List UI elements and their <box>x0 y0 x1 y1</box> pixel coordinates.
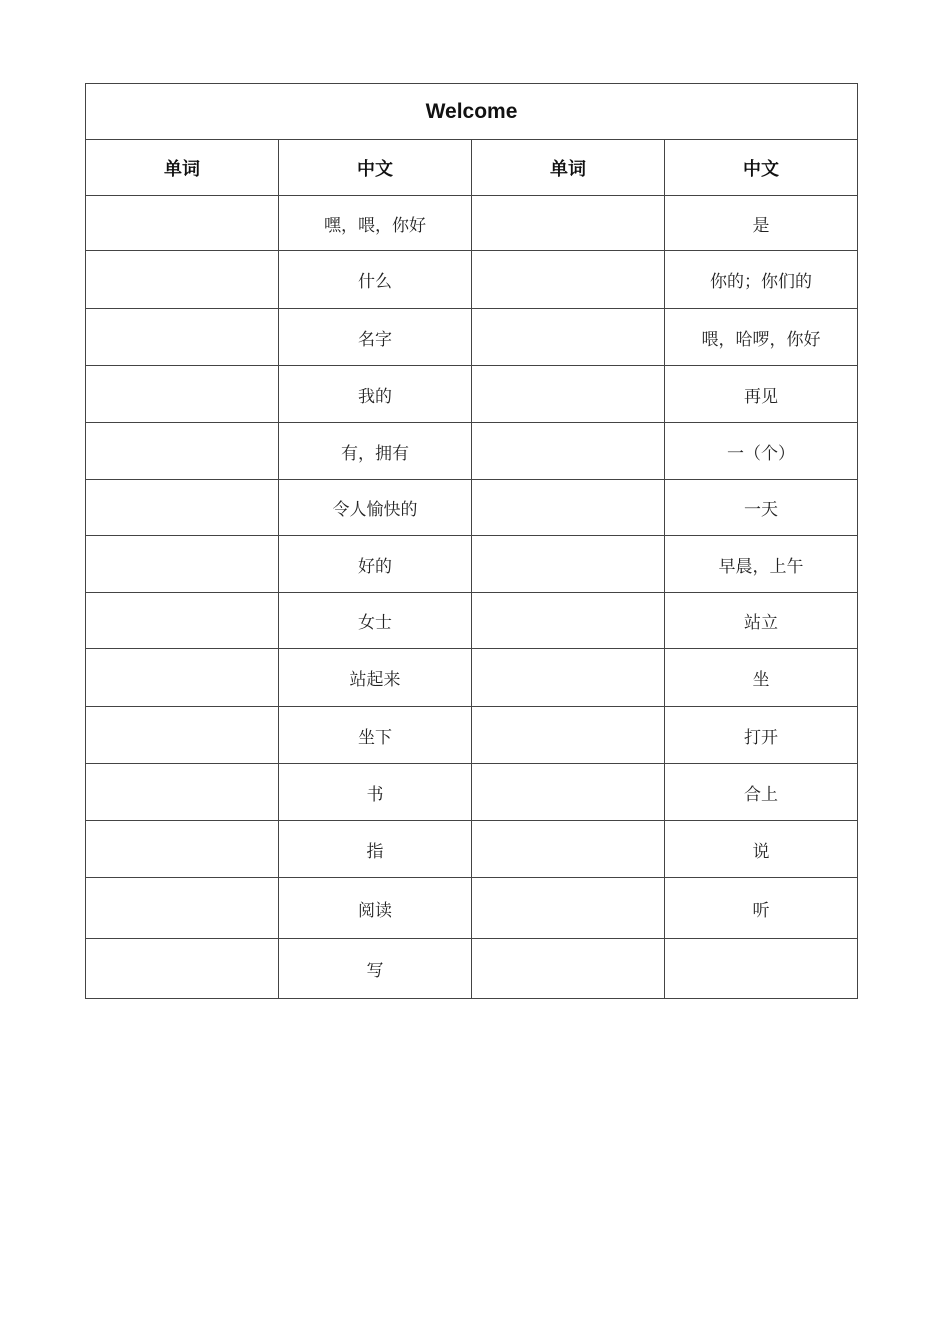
chinese-meaning-right: 再见 <box>665 366 858 423</box>
table-row <box>86 821 858 878</box>
chinese-meaning-right: 你的；你们的 <box>665 251 858 309</box>
word-blank-right[interactable] <box>472 878 665 939</box>
word-blank-right[interactable] <box>472 593 665 649</box>
chinese-meaning-right: 打开 <box>665 707 858 764</box>
word-blank-left[interactable] <box>86 764 279 821</box>
table-row <box>86 251 858 309</box>
table-title: Welcome <box>86 84 858 140</box>
header-word-right: 单词 <box>472 140 665 196</box>
table-row <box>86 649 858 707</box>
chinese-meaning-left: 书 <box>279 764 472 821</box>
chinese-meaning-right: 喂，哈啰，你好 <box>665 309 858 366</box>
word-blank-right[interactable] <box>472 423 665 480</box>
chinese-meaning-right: 一（个） <box>665 423 858 480</box>
table-row <box>86 593 858 649</box>
chinese-meaning-left: 坐下 <box>279 707 472 764</box>
word-blank-right[interactable] <box>472 764 665 821</box>
word-blank-left[interactable] <box>86 196 279 251</box>
chinese-meaning-left: 嘿，喂，你好 <box>279 196 472 251</box>
word-blank-right[interactable] <box>472 309 665 366</box>
word-blank-right[interactable] <box>472 939 665 999</box>
word-blank-left[interactable] <box>86 251 279 309</box>
word-blank-right[interactable] <box>472 536 665 593</box>
chinese-meaning-right: 坐 <box>665 649 858 707</box>
word-blank-right[interactable] <box>472 480 665 536</box>
table-row <box>86 878 858 939</box>
chinese-meaning-right: 是 <box>665 196 858 251</box>
chinese-meaning-right: 说 <box>665 821 858 878</box>
header-row <box>86 140 858 196</box>
chinese-meaning-right: 听 <box>665 878 858 939</box>
chinese-meaning-right <box>665 939 858 999</box>
word-blank-right[interactable] <box>472 707 665 764</box>
header-chinese-right: 中文 <box>665 140 858 196</box>
table-row <box>86 707 858 764</box>
table-row <box>86 196 858 251</box>
word-blank-left[interactable] <box>86 649 279 707</box>
chinese-meaning-left: 令人愉快的 <box>279 480 472 536</box>
word-blank-right[interactable] <box>472 821 665 878</box>
header-chinese-left: 中文 <box>279 140 472 196</box>
chinese-meaning-left: 什么 <box>279 251 472 309</box>
word-blank-left[interactable] <box>86 593 279 649</box>
word-blank-left[interactable] <box>86 821 279 878</box>
chinese-meaning-left: 女士 <box>279 593 472 649</box>
chinese-meaning-right: 一天 <box>665 480 858 536</box>
word-blank-left[interactable] <box>86 536 279 593</box>
table-row <box>86 939 858 999</box>
vocabulary-table <box>85 83 858 999</box>
word-blank-left[interactable] <box>86 939 279 999</box>
chinese-meaning-left: 好的 <box>279 536 472 593</box>
word-blank-right[interactable] <box>472 649 665 707</box>
chinese-meaning-left: 指 <box>279 821 472 878</box>
word-blank-left[interactable] <box>86 366 279 423</box>
chinese-meaning-left: 我的 <box>279 366 472 423</box>
chinese-meaning-right: 站立 <box>665 593 858 649</box>
chinese-meaning-left: 名字 <box>279 309 472 366</box>
title-row <box>86 84 858 140</box>
table-row <box>86 480 858 536</box>
vocabulary-rows <box>86 196 858 999</box>
word-blank-right[interactable] <box>472 366 665 423</box>
chinese-meaning-left: 写 <box>279 939 472 999</box>
word-blank-left[interactable] <box>86 878 279 939</box>
table-row <box>86 536 858 593</box>
word-blank-right[interactable] <box>472 196 665 251</box>
table-row <box>86 423 858 480</box>
word-blank-left[interactable] <box>86 423 279 480</box>
chinese-meaning-left: 有，拥有 <box>279 423 472 480</box>
word-blank-left[interactable] <box>86 707 279 764</box>
chinese-meaning-left: 阅读 <box>279 878 472 939</box>
table-row <box>86 764 858 821</box>
chinese-meaning-left: 站起来 <box>279 649 472 707</box>
chinese-meaning-right: 合上 <box>665 764 858 821</box>
chinese-meaning-right: 早晨，上午 <box>665 536 858 593</box>
word-blank-left[interactable] <box>86 480 279 536</box>
table-row <box>86 309 858 366</box>
word-blank-right[interactable] <box>472 251 665 309</box>
header-word-left: 单词 <box>86 140 279 196</box>
table-row <box>86 366 858 423</box>
word-blank-left[interactable] <box>86 309 279 366</box>
